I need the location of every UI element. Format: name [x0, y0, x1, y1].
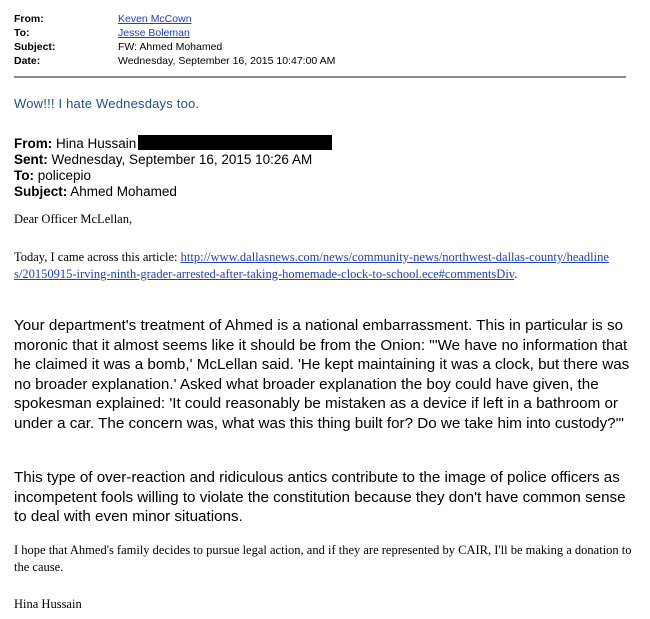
forwarded-from-label: From:: [14, 136, 53, 151]
paragraph-criticism: This type of over-reaction and ridiculous antics contribute to the image of police officers as incompetent fools willing to violate the constitution because they don't have common sense to deal with even minor situations.: [14, 469, 626, 525]
forwarded-to-label: To:: [14, 168, 34, 183]
header-to-label: To:: [14, 27, 30, 39]
paragraph-legal-action: I hope that Ahmed's family decides to pursue legal action, and if they are represented by CAIR, I'll be making a donation to the cause.: [14, 543, 632, 574]
email-header: [14, 12, 335, 68]
forwarded-subject-value: Ahmed Mohamed: [70, 184, 177, 199]
article-paragraph: [14, 249, 614, 283]
header-from-link[interactable]: Keven McCown: [118, 13, 192, 25]
forwarded-from-row: [14, 135, 332, 152]
forwarded-header: [14, 135, 332, 200]
forwarded-to-row: [14, 168, 332, 184]
article-link[interactable]: http://www.dallasnews.com/news/community-news/northwest-dallas-county/headlines/20150915-irving-ninth-grader-arrested-after-taking-homemade-clock-to-school.ece#commentsDiv: [14, 250, 609, 281]
header-subject-value: FW: Ahmed Mohamed: [118, 41, 223, 53]
forwarded-sent-label: Sent:: [14, 152, 48, 167]
forwarded-from-value: Hina Hussain: [56, 136, 137, 151]
article-suffix: .: [514, 267, 518, 281]
header-date-label: Date:: [14, 55, 41, 67]
paragraph-complaint: Your department's treatment of Ahmed is a national embarrassment. This in particular is so moronic that it almost seems like it should be from the Onion: "'We have no information that he claimed it was a bomb,' McLellan said. 'He kept maintaining it was a clock, but there was no broader explanation.' Asked what broader explanation the boy could have given, the spokesman explained: 'It could reasonably be mistaken as a device if left in a bathroom or under a car. The concern was, what was this thing built for? Do we take him into custody?'": [14, 317, 630, 432]
redaction-bar: [138, 135, 332, 150]
greeting: Dear Officer McLellan,: [14, 212, 133, 226]
header-from-label: From:: [14, 13, 44, 25]
header-divider: [14, 76, 626, 78]
forwarded-sent-row: [14, 152, 332, 168]
header-to-link[interactable]: Jesse Boleman: [118, 27, 190, 39]
forwarded-subject-row: [14, 184, 332, 200]
header-to-row: [14, 26, 335, 40]
header-date-row: [14, 54, 335, 68]
article-intro: Today, I came across this article:: [14, 250, 181, 264]
reply-text: Wow!!! I hate Wednesdays too.: [14, 96, 200, 111]
header-from-row: [14, 12, 335, 26]
signature: Hina Hussain: [14, 597, 82, 611]
forwarded-sent-value: Wednesday, September 16, 2015 10:26 AM: [51, 152, 313, 167]
header-date-value: Wednesday, September 16, 2015 10:47:00 AM: [118, 55, 336, 67]
header-subject-row: [14, 40, 335, 54]
forwarded-to-value: policepio: [37, 168, 92, 183]
forwarded-subject-label: Subject:: [14, 184, 68, 199]
header-subject-label: Subject:: [14, 41, 56, 53]
